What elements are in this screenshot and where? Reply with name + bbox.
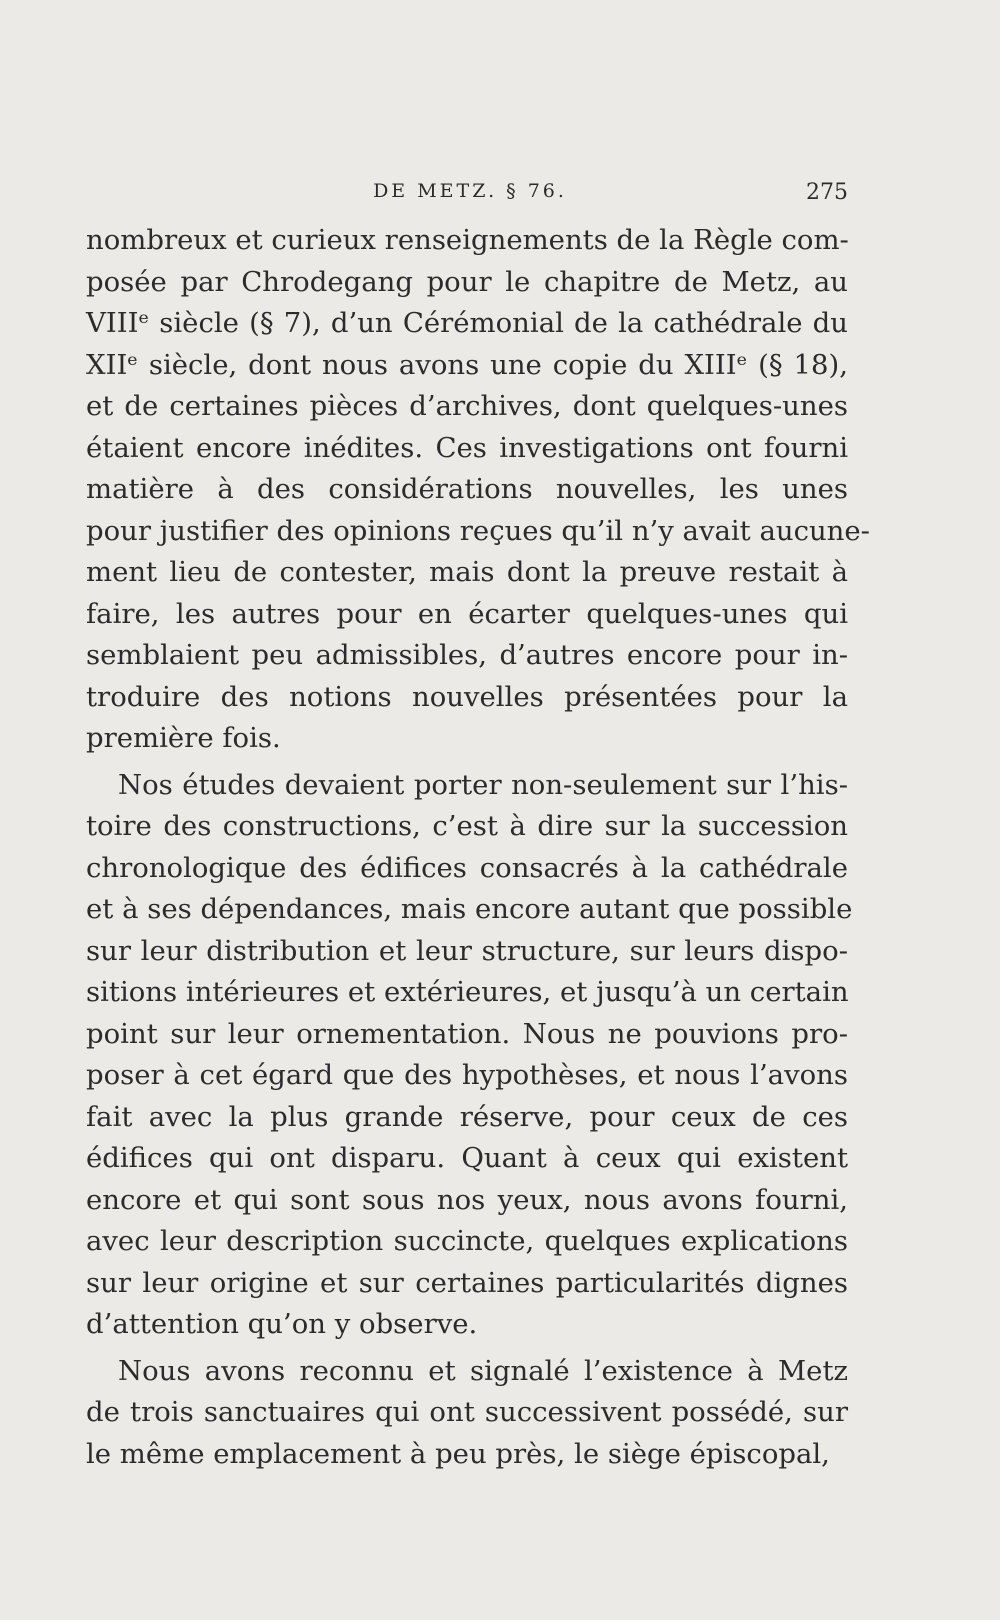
text-line: Nos études devaient porter non-seulement sur l’his- (118, 768, 848, 801)
text-line: matière à des considérations nouvelles, les unes (86, 473, 848, 505)
text-line: le même emplacement à peu près, le siège épiscopal, (86, 1437, 830, 1470)
text-line: édifices qui ont disparu. Quant à ceux qui existent (86, 1142, 848, 1174)
text-line: encore et qui sont sous nos yeux, nous avons fourni, (86, 1183, 848, 1216)
paragraph (86, 1351, 848, 1476)
text-line: chronologique des édifices consacrés à la cathédrale (86, 851, 848, 884)
text-line: sur leur distribution et leur structure, sur leurs dispo- (86, 934, 848, 967)
text-line: toire des constructions, c’est à dire sur la succession (86, 810, 848, 842)
page-header (92, 180, 848, 214)
running-head: DE METZ. § 76. (373, 180, 567, 202)
text-line: pour justifier des opinions reçues qu’il n’y avait aucune- (86, 514, 870, 547)
text-line: et à ses dépendances, mais encore autant que possible (86, 893, 853, 925)
text-line: avec leur description succincte, quelques explications (86, 1225, 848, 1257)
paragraph (86, 765, 853, 1346)
text-line: d’attention qu’on y observe. (86, 1308, 478, 1340)
text-line: ment lieu de contester, mais dont la preuve restait à (86, 556, 848, 588)
text-line: nombreux et curieux renseignements de la Règle com- (86, 224, 849, 256)
text-line: sur leur origine et sur certaines particularités dignes (86, 1266, 848, 1299)
text-line: semblaient peu admissibles, d’autres encore pour in- (86, 639, 848, 671)
text-line: étaient encore inédites. Ces investigations ont fourni (86, 431, 848, 464)
text-line: XIIᵉ siècle, dont nous avons une copie du XIIIᵉ (§ 18), (86, 348, 848, 381)
text-line: point sur leur ornementation. Nous ne pouvions pro- (86, 1017, 848, 1050)
page-number: 275 (806, 180, 848, 205)
text-line: de trois sanctuaires qui ont successivent possédé, sur (86, 1396, 848, 1428)
text-line: VIIIᵉ siècle (§ 7), d’un Cérémonial de la cathédrale du (86, 307, 848, 339)
paragraph (86, 220, 870, 760)
text-line: sitions intérieures et extérieures, et jusqu’à un certain (86, 976, 849, 1008)
text-line: première fois. (86, 722, 281, 754)
text-line: fait avec la plus grande réserve, pour ceux de ces (86, 1100, 848, 1133)
text-line: poser à cet égard que des hypothèses, et nous l’avons (86, 1059, 848, 1091)
text-line: et de certaines pièces d’archives, dont quelques-unes (86, 390, 848, 422)
text-line: posée par Chrodegang pour le chapitre de Metz, au (86, 265, 848, 298)
text-line: Nous avons reconnu et signalé l’existence à Metz (118, 1354, 848, 1387)
text-line: troduire des notions nouvelles présentées pour la (86, 680, 848, 713)
body-text (86, 220, 870, 1475)
text-line: faire, les autres pour en écarter quelques-unes qui (86, 597, 848, 630)
